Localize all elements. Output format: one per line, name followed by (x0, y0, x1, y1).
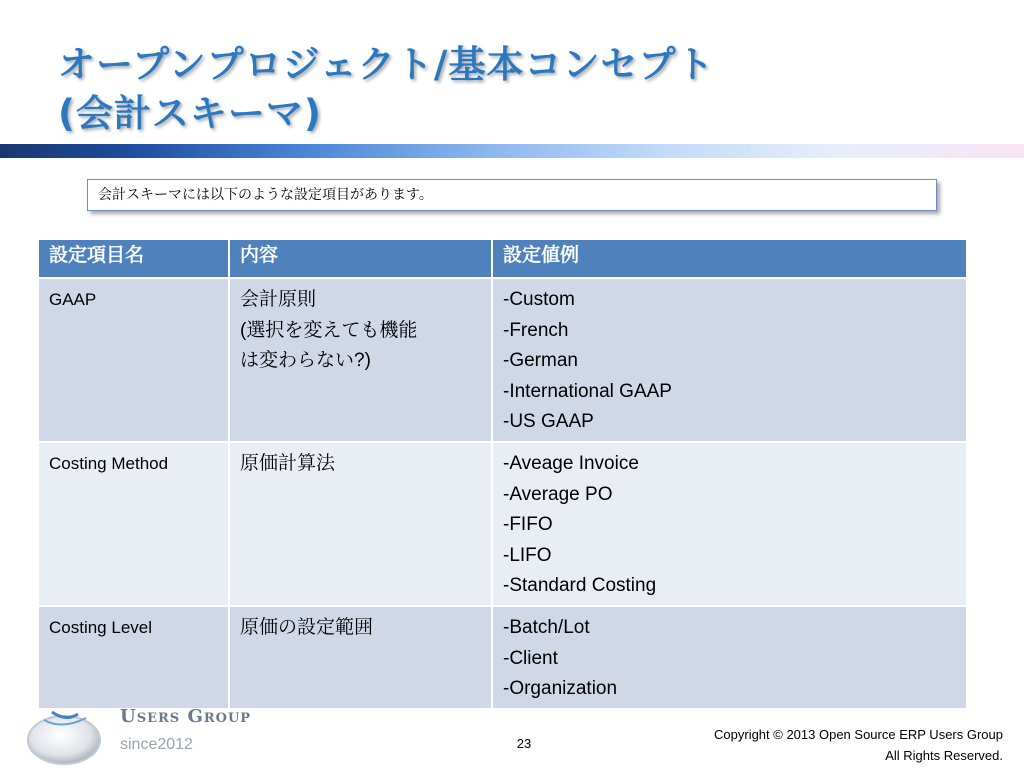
setting-name-cell: GAAP (38, 278, 229, 442)
table-row (38, 278, 967, 442)
logo-since: since2012 (120, 736, 193, 753)
slide-title-line-2: (会計スキーマ) (58, 92, 322, 135)
callout-box: 会計スキーマには以下のような設定項目があります。 (87, 179, 937, 211)
table-row (38, 606, 967, 709)
content-cell: 原価の設定範囲 (229, 606, 492, 709)
header-example-values: 設定値例 (492, 239, 967, 278)
settings-table (37, 238, 968, 710)
table-row (38, 442, 967, 606)
content-cell: 原価計算法 (229, 442, 492, 606)
slide-title (58, 40, 714, 138)
example-values-cell: -Batch/Lot -Client -Organization (492, 606, 967, 709)
copyright-line-1: Copyright © 2013 Open Source ERP Users Group (714, 727, 1003, 742)
users-group-logo (22, 700, 292, 768)
table-header-row (38, 239, 967, 278)
setting-name-cell: Costing Level (38, 606, 229, 709)
header-setting-name: 設定項目名 (38, 239, 229, 278)
content-cell: 会計原則 (選択を変えても機能 は変わらない?) (229, 278, 492, 442)
example-values-cell: -Custom -French -German -International GAAP -US GAAP (492, 278, 967, 442)
slide-title-line-1: オープンプロジェクト/基本コンセプト (58, 43, 715, 86)
example-values-cell: -Aveage Invoice -Average PO -FIFO -LIFO -Standard Costing (492, 442, 967, 606)
logo-name: Users Group (120, 706, 252, 727)
title-gradient-bar (0, 144, 1024, 158)
copyright (714, 724, 1003, 766)
setting-name-cell: Costing Method (38, 442, 229, 606)
header-content: 内容 (229, 239, 492, 278)
globe-logo-icon (22, 700, 112, 766)
copyright-line-2: All Rights Reserved. (885, 748, 1003, 763)
page-number: 23 (516, 736, 532, 751)
